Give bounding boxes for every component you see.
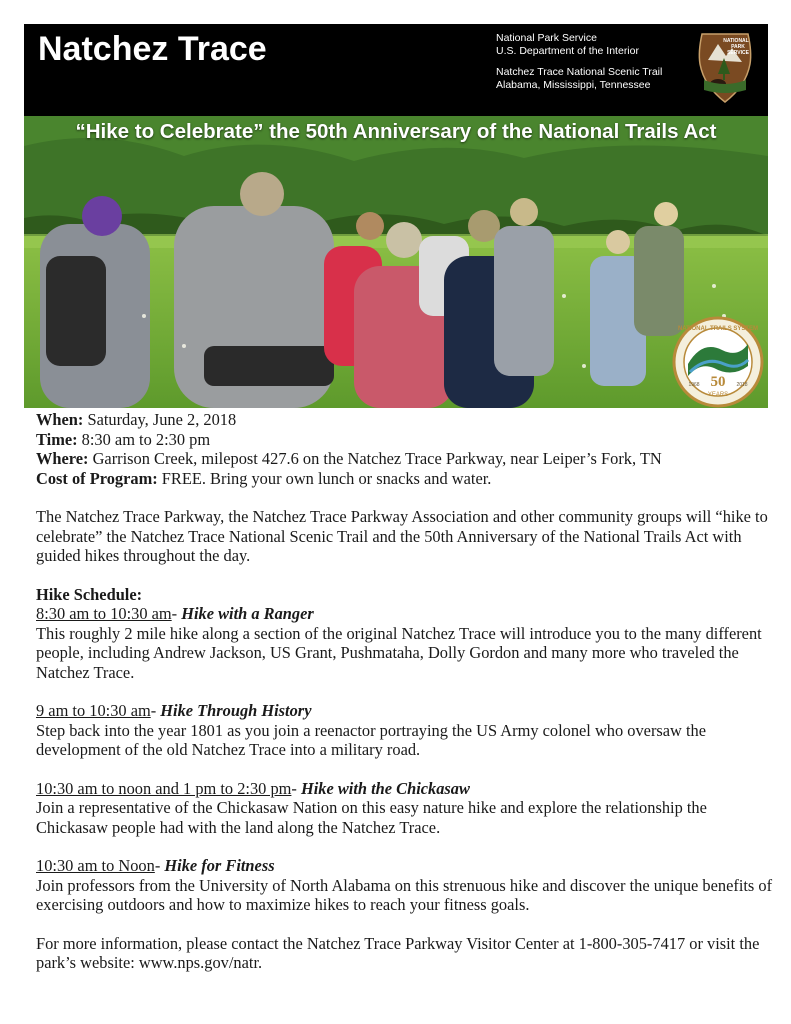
cost-line (36, 469, 776, 489)
national-trails-50-logo (672, 316, 764, 408)
meadow-scene (24, 116, 768, 408)
cost-value: FREE. Bring your own lunch or snacks and water. (157, 468, 492, 488)
trail-states: Alabama, Mississippi, Tennessee (496, 79, 651, 91)
time-line (36, 430, 776, 450)
trail-name: Natchez Trace National Scenic Trail (496, 66, 663, 78)
hikers-photo (24, 116, 768, 408)
header-band (24, 24, 768, 116)
hike-heading: 10:30 am to noon and 1 pm to 2:30 pm- Hike with the Chickasaw (36, 778, 470, 798)
logo-year-end: 2018 (736, 382, 748, 388)
department-name: U.S. Department of the Interior (496, 45, 639, 57)
where-value: Garrison Creek, milepost 427.6 on the Natchez Trace Parkway, near Leiper’s Fork, TN (88, 449, 662, 468)
hike-heading: 9 am to 10:30 am- Hike Through History (36, 701, 312, 720)
hike-heading: 10:30 am to Noon- Hike for Fitness (36, 856, 275, 875)
park-title: Natchez Trace (38, 30, 267, 68)
logo-number: 50 (710, 374, 726, 390)
logo-word: PARK (731, 44, 745, 50)
schedule-heading: Hike Schedule: (36, 584, 143, 604)
hike-time: 10:30 am to noon and 1 pm to 2:30 pm (36, 778, 292, 798)
logo-word: NATIONAL (723, 38, 749, 44)
when-label: When: (36, 410, 84, 429)
nps-arrowhead-logo (696, 30, 754, 104)
hike-title: Hike with the Chickasaw (300, 778, 470, 798)
hike-title: Hike Through History (160, 701, 312, 720)
where-line (36, 449, 776, 469)
when-line (36, 410, 776, 430)
hike-time: 10:30 am to Noon (36, 856, 155, 875)
hike-heading: 8:30 am to 10:30 am- Hike with a Ranger (36, 604, 314, 623)
hike-description: Join a representative of the Chickasaw Nation on this easy nature hike and explore the relationship the Chickasaw people had with the land along the Natchez Trace. (36, 798, 707, 837)
time-value: 8:30 am to 2:30 pm (77, 429, 211, 449)
event-banner: “Hike to Celebrate” the 50th Anniversary of the National Trails Act (75, 120, 717, 143)
flyer-body (36, 410, 776, 973)
hike-description: This roughly 2 mile hike along a section of the original Natchez Trace will introduce you to the many different people, including Andrew Jackson, US Grant, Pushmataha, Dolly Gordon and many more who traveled the Natchez Trace. (36, 623, 762, 682)
logo-years: YEARS (707, 392, 729, 398)
hike-time: 9 am to 10:30 am (36, 701, 151, 720)
logo-ring-text: NATIONAL TRAILS SYSTEM (677, 326, 759, 332)
when-value: Saturday, June 2, 2018 (83, 410, 237, 429)
hike-time: 8:30 am to 10:30 am (36, 604, 172, 623)
agency-block (496, 32, 662, 92)
hike-title: Hike for Fitness (164, 856, 275, 875)
contact-paragraph: For more information, please contact the Natchez Trace Parkway Visitor Center at 1-800-305-7417 or visit the park’s website: www.nps.gov/natr. (36, 933, 760, 972)
logo-word: SERVICE (727, 50, 749, 56)
agency-name: National Park Service (496, 32, 597, 44)
intro-paragraph: The Natchez Trace Parkway, the Natchez Trace Parkway Association and other community groups will “hike to celebrate” the Natchez Trace National Scenic Trail and the 50th Anniversary of the National Trails Act with guided hikes throughout the day. (36, 507, 768, 565)
hike-title: Hike with a Ranger (181, 604, 314, 623)
where-label: Where: (36, 449, 89, 468)
cost-label: Cost of Program: (36, 468, 158, 488)
hike-description: Join professors from the University of North Alabama on this strenuous hike and discover the unique benefits of exercising outdoors and how to maximize hikes to reach your fitness goals. (36, 875, 773, 914)
hike-description: Step back into the year 1801 as you join a reenactor portraying the US Army colonel who oversaw the development of the old Natchez Trace into a military road. (36, 720, 707, 759)
time-label: Time: (36, 429, 78, 449)
logo-year-start: 1968 (688, 382, 700, 388)
